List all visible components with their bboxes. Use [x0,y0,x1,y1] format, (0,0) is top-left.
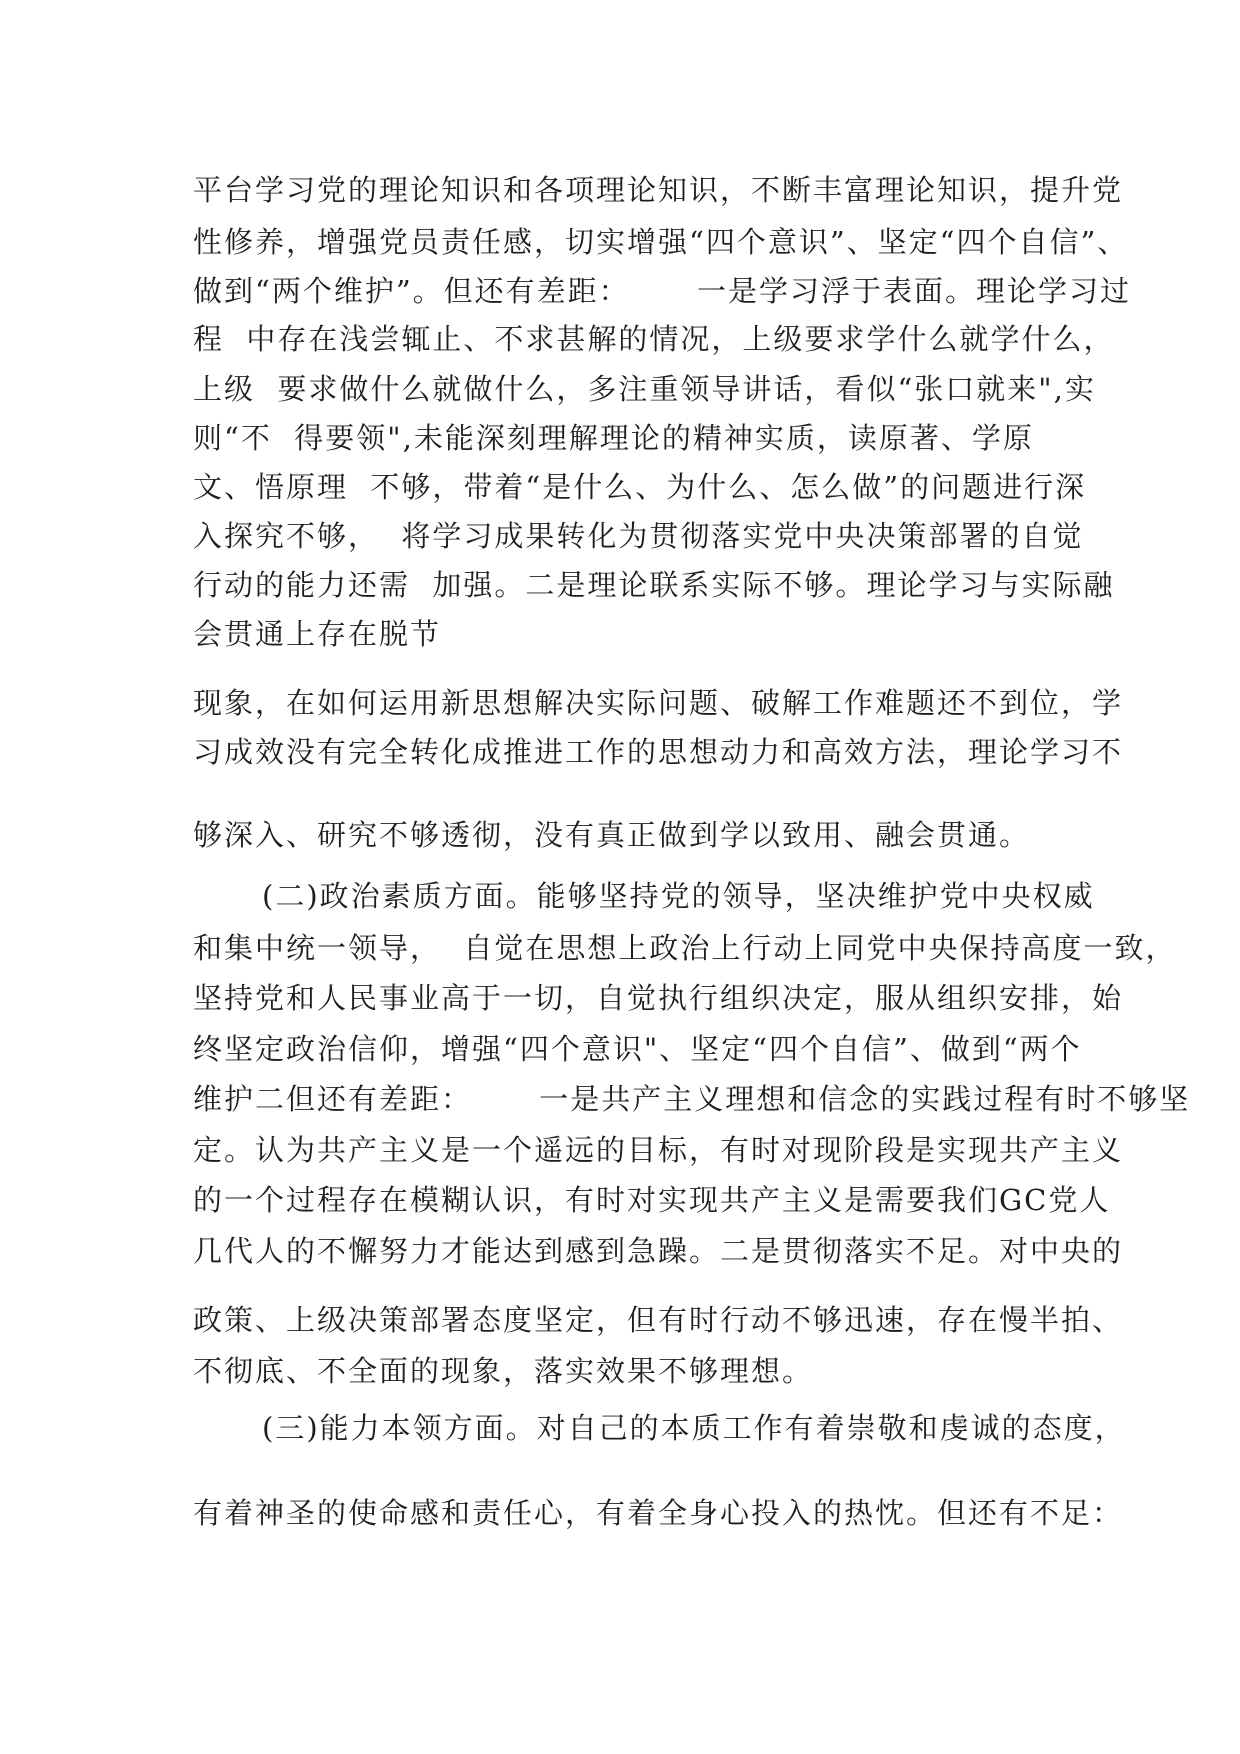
text-line: 定。认为共产主义是一个遥远的目标，有时对现阶段是实现共产主义 [193,1133,1124,1167]
text-line: 维护二但还有差距： 一是共产主义理想和信念的实践过程有时不够坚 [193,1082,1191,1116]
section-heading-ability: (三)能力本领方面。对自己的本质工作有着崇敬和虔诚的态度， [262,1411,1126,1445]
text-line: 的一个过程存在模糊认识，有时对实现共产主义是需要我们GC党人 [193,1183,1111,1217]
text-line: 政策、上级决策部署态度坚定，但有时行动不够迅速，存在慢半拍、 [193,1303,1124,1337]
text-line: 坚持党和人民事业高于一切，自觉执行组织决定，服从组织安排，始 [193,981,1124,1015]
text-line: 性修养，增强党员责任感，切实增强“四个意识”、坚定“四个自信”、 [193,225,1129,259]
text-line: 不彻底、不全面的现象，落实效果不够理想。 [193,1354,814,1388]
text-line: 入探究不够， 将学习成果转化为贯彻落实党中央决策部署的自觉 [193,519,1084,553]
text-line: 习成效没有完全转化成推进工作的思想动力和高效方法，理论学习不 [193,735,1124,769]
text-line: 平台学习党的理论知识和各项理论知识，不断丰富理论知识，提升党 [193,173,1124,207]
text-line: 有着神圣的使命感和责任心，有着全身心投入的热忱。但还有不足： [193,1496,1124,1530]
text-line: 够深入、研究不够透彻，没有真正做到学以致用、融会贯通。 [193,818,1031,852]
text-line: 和集中统一领导， 自觉在思想上政治上行动上同党中央保持高度一致， [193,931,1177,965]
text-line: 文、悟原理 不够，带着“是什么、为什么、怎么做”的问题进行深 [193,470,1087,504]
text-line: 上级 要求做什么就做什么，多注重领导讲话，看似“张口就来",实 [193,372,1096,406]
text-line: 程 中存在浅尝辄止、不求甚解的情况，上级要求学什么就学什么， [193,322,1115,356]
text-line: 做到“两个维护”。但还有差距： 一是学习浮于表面。理论学习过 [193,274,1131,308]
text-line: 现象，在如何运用新思想解决实际问题、破解工作难题还不到位，学 [193,686,1124,720]
text-line: 行动的能力还需 加强。二是理论联系实际不够。理论学习与实际融 [193,568,1115,602]
text-line: 会贯通上存在脱节 [193,617,442,651]
text-line: 终坚定政治信仰，增强“四个意识"、坚定“四个自信”、做到“两个 [193,1032,1082,1066]
text-line: 几代人的不懈努力才能达到感到急躁。二是贯彻落实不足。对中央的 [193,1234,1124,1268]
section-heading-political: (二)政治素质方面。能够坚持党的领导，坚决维护党中央权威 [262,879,1095,913]
text-line: 则“不 得要领",未能深刻理解理论的精神实质，读原著、学原 [193,421,1034,455]
